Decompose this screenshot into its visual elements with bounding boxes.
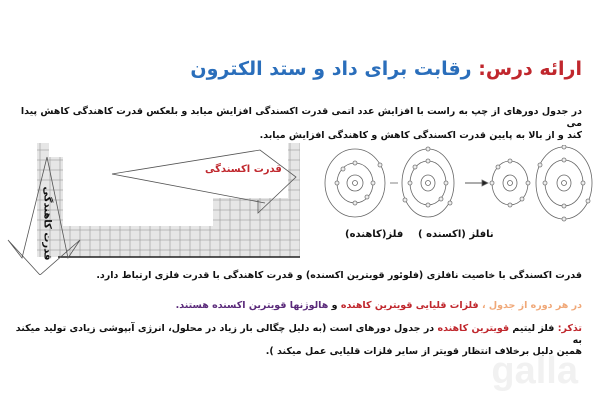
reminder-label: تذکر: [557, 323, 582, 334]
period-note-part4: هالوژنها قویترین اکسنده هستند. [175, 300, 329, 311]
table-grid [37, 143, 300, 257]
period-note-part1: در هر دوره از جدول ، [481, 300, 582, 311]
reducing-power-label: قدرت کاهندگی [41, 186, 53, 261]
reminder-line-2: همین دلیل برخلاف انتظار قویتر از سایر فلزات قلیایی عمل میکند ). [265, 346, 582, 357]
reminder-part2: قویترین کاهنده [437, 323, 510, 334]
reaction-arrow-icon [465, 180, 488, 186]
nonmetal-label: ( اکسنده) نافلز [418, 229, 494, 240]
page-title [4, 58, 582, 80]
period-note-part2: فلزات قلیایی قویترین کاهنده [340, 300, 479, 311]
oxidizing-power-label: قدرت اکسندگی [205, 164, 282, 175]
period-note [4, 300, 582, 312]
oxidizing-arrow [112, 150, 296, 213]
title-main: رقابت برای داد و ستد الکترون [190, 58, 472, 80]
watermark: galla [491, 350, 578, 392]
statement-line: قدرت اکسندگی با خاصیت نافلزی (فلوئور قویترین اکسنده) و قدرت کاهندگی با قدرت فلزی ارتباط دارد. [96, 270, 582, 281]
paragraph-line-2: کند و از بالا به پایین قدرت اکسندگی کاهش و کاهندگی افزایش میابد. [259, 130, 582, 141]
reminder-part3: در جدول دورهای است (به دلیل چگالی بار زیاد در محلول، انرژی آبپوشی زیادی تولید میکند به [15, 323, 582, 347]
title-prefix: ارائه درس: [478, 58, 582, 80]
atoms-diagram [310, 145, 595, 230]
reminder-part1: فلز لیتیم [512, 323, 555, 334]
period-note-part3: و [331, 300, 338, 311]
metal-label: (کاهنده)فلز [345, 229, 404, 240]
reminder-line-1 [4, 323, 582, 348]
metal-atom [325, 149, 385, 217]
paragraph-line-1: در جدول دورهای از چپ به راست با افزایش عدد اتمی قدرت اکسندگی افزایش میابد و بلعکس قدرت کاهندگی کاهش پیدا می [20, 106, 582, 130]
